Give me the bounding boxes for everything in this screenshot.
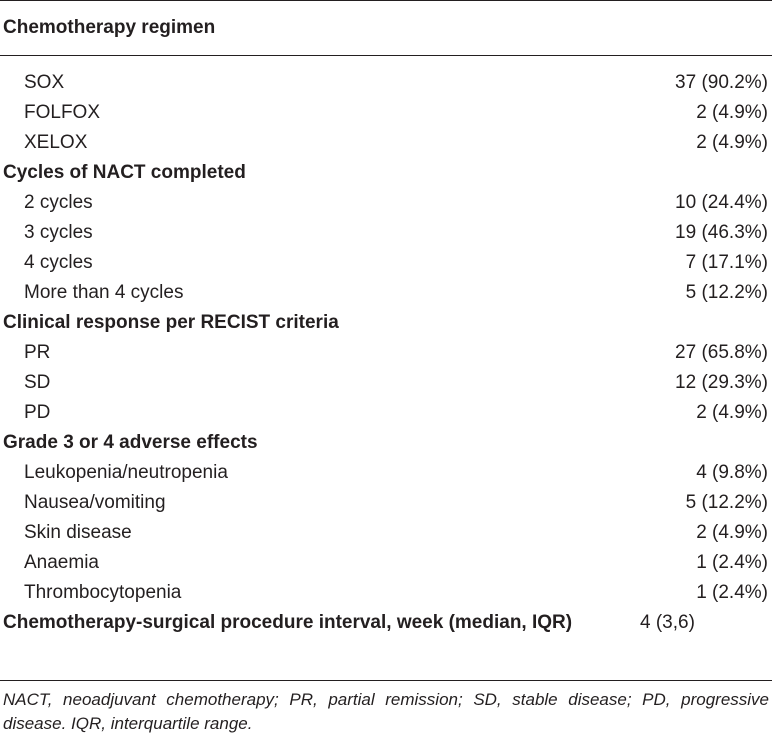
row-value: 2 (4.9%) (696, 402, 768, 423)
row-value: 37 (90.2%) (675, 72, 768, 93)
table-row (0, 248, 772, 278)
row-value: 27 (65.8%) (675, 342, 768, 363)
table-row (0, 98, 772, 128)
table-row (0, 578, 772, 608)
row-label: Anaemia (24, 552, 99, 573)
row-label: Thrombocytopenia (24, 582, 182, 603)
table-row (0, 338, 772, 368)
table-row (0, 188, 772, 218)
section-heading (0, 428, 772, 458)
section-heading-label: Cycles of NACT completed (3, 162, 246, 183)
row-label: XELOX (24, 132, 88, 153)
row-value: 10 (24.4%) (675, 192, 768, 213)
row-label: 3 cycles (24, 222, 93, 243)
table-top-rule (0, 0, 772, 1)
row-value: 19 (46.3%) (675, 222, 768, 243)
table-row (0, 548, 772, 578)
row-value: 4 (3,6) (640, 612, 695, 633)
row-value: 7 (17.1%) (685, 252, 768, 273)
section-heading-label: Clinical response per RECIST criteria (3, 312, 339, 333)
table-row (0, 218, 772, 248)
row-label: SD (24, 372, 51, 393)
section-heading (0, 308, 772, 338)
table-bottom-rule (0, 680, 772, 681)
row-value: 2 (4.9%) (696, 132, 768, 153)
row-value: 2 (4.9%) (696, 522, 768, 543)
row-label: Chemotherapy-surgical procedure interval, week (median, IQR) (3, 612, 573, 633)
row-label: 2 cycles (24, 192, 93, 213)
table-row (0, 368, 772, 398)
table-header-title: Chemotherapy regimen (3, 17, 216, 38)
table-header-rule (0, 55, 772, 56)
row-label: SOX (24, 72, 65, 93)
row-value: 12 (29.3%) (675, 372, 768, 393)
row-label: 4 cycles (24, 252, 93, 273)
row-value: 4 (9.8%) (696, 462, 768, 483)
section-heading-label: Grade 3 or 4 adverse effects (3, 432, 258, 453)
table-row (0, 128, 772, 158)
table-row (0, 68, 772, 98)
row-label: Nausea/vomiting (24, 492, 166, 513)
section-heading (0, 158, 772, 188)
table-row (0, 488, 772, 518)
table-row (0, 518, 772, 548)
table-row (0, 458, 772, 488)
row-label: FOLFOX (24, 102, 101, 123)
table-row (0, 398, 772, 428)
row-value: 2 (4.9%) (696, 102, 768, 123)
row-label: Skin disease (24, 522, 132, 543)
table-row (0, 278, 772, 308)
row-label: PD (24, 402, 51, 423)
row-value: 1 (2.4%) (696, 582, 768, 603)
row-label: PR (24, 342, 51, 363)
row-label: More than 4 cycles (24, 282, 184, 303)
row-label: Leukopenia/neutropenia (24, 462, 228, 483)
row-value: 1 (2.4%) (696, 552, 768, 573)
table-footnote: NACT, neoadjuvant chemotherapy; PR, partial remission; SD, stable disease; PD, progressive disease. IQR, interquartile range. (3, 690, 769, 733)
row-value: 5 (12.2%) (685, 282, 768, 303)
table-row-interval (0, 608, 772, 668)
row-value: 5 (12.2%) (685, 492, 768, 513)
